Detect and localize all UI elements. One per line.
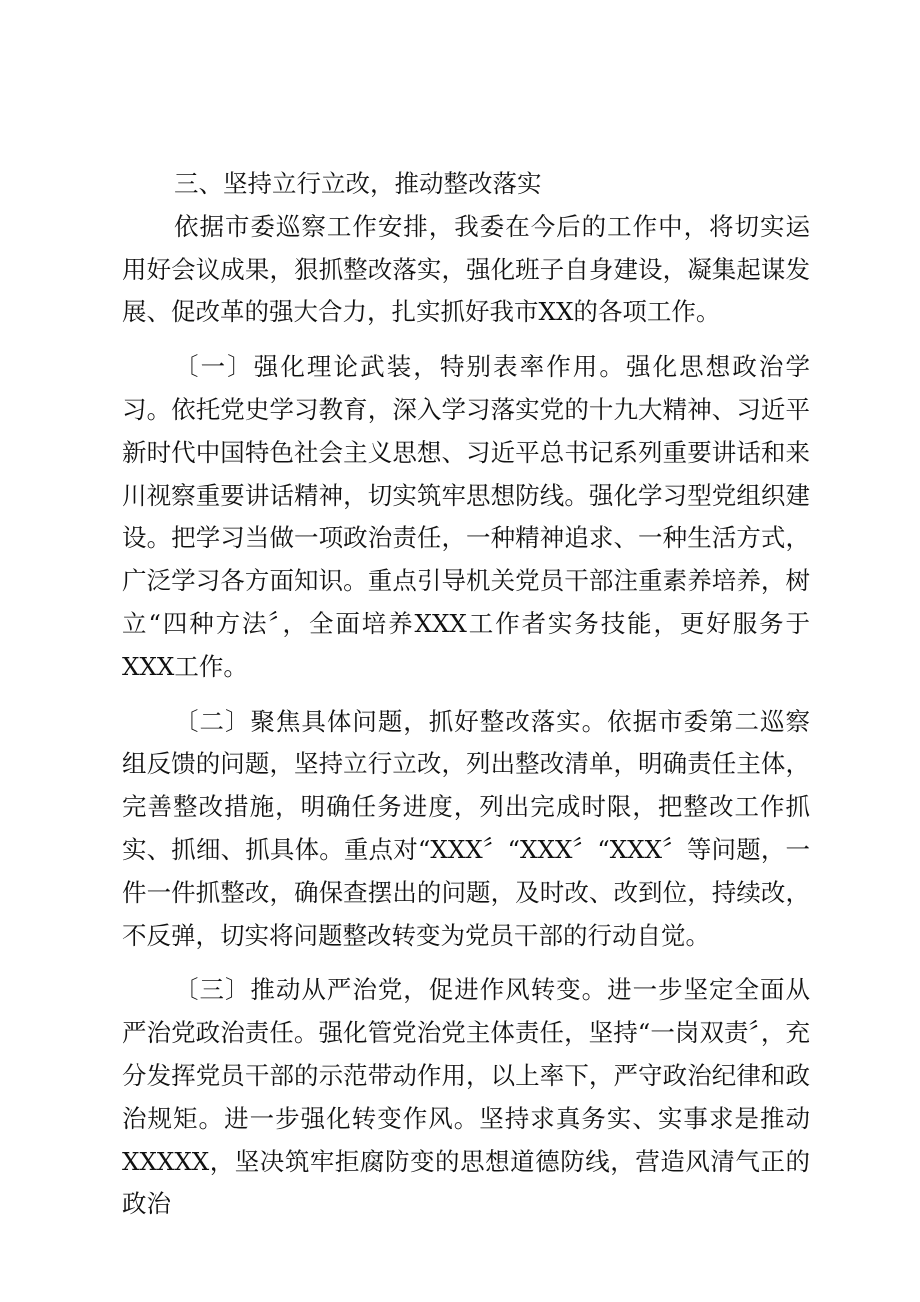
document-body: [122, 163, 810, 1238]
section-heading: 三、坚持立行立改，推动整改落实: [174, 169, 542, 198]
paragraph-intro: 依据市委巡察工作安排，我委在今后的工作中，将切实运用好会议成果，狠抓整改落实，强化班子自身建设，凝集起谋发展、促改革的强大合力，扎实抓好我市XX的各项工作。: [122, 211, 810, 327]
paragraph-item-2: 〔二〕聚焦具体问题，抓好整改落实。依据市委第二巡察组反馈的问题，坚持立行立改，列出整改清单，明确责任主体，完善整改措施，明确任务进度，列出完成时限，把整改工作抓实、抓细、抓具体。重点对“XXX〞“XXX〞“XXX〞等问题，一件一件抓整改，确保查摆出的问题，及时改、改到位，持续改，不反弹，切实将问题整改转变为党员干部的行动自觉。: [122, 706, 810, 950]
paragraph-item-1: 〔一〕强化理论武装，特别表率作用。强化思想政治学习。依托党史学习教育，深入学习落实党的十九大精神、习近平新时代中国特色社会主义思想、习近平总书记系列重要讲话和来川视察重要讲话精神，切实筑牢思想防线。强化学习型党组织建设。把学习当做一项政治责任，一种精神追求、一种生活方式，广泛学习各方面知识。重点引导机关党员干部注重素养培养，树立“四种方法〞，全面培养XXX工作者实务技能，更好服务于XXX工作。: [122, 352, 810, 681]
paragraph-item-3: 〔三〕推动从严治党，促进作风转变。进一步坚定全面从严治党政治责任。强化管党治党主体责任，坚持“一岗双责〞，充分发挥党员干部的示范带动作用，以上率下，严守政治纪律和政治规矩。进一步强化转变作风。坚持求真务实、实事求是推动XXXXX，坚决筑牢拒腐防变的思想道德防线，营造风清气正的政治: [122, 975, 810, 1219]
